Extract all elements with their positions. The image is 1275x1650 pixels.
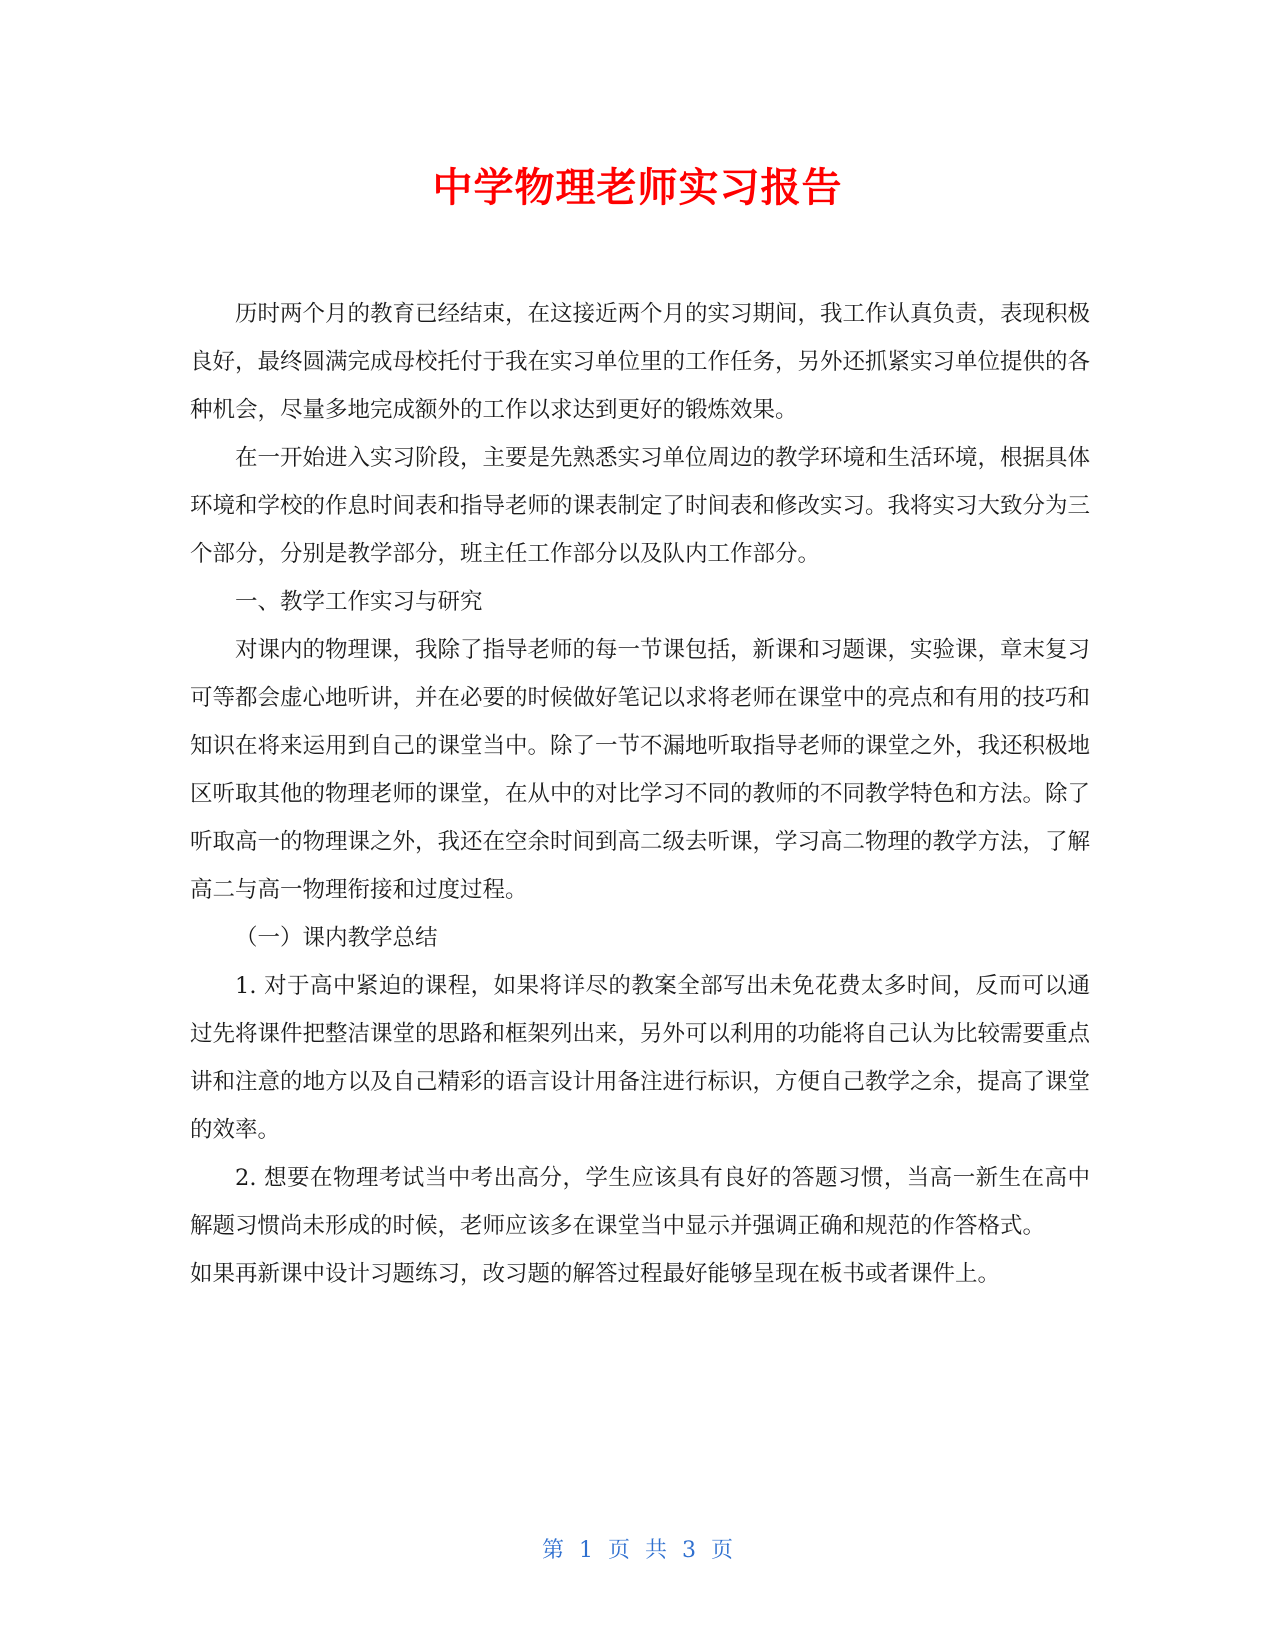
paragraph-point-1: 1. 对于高中紧迫的课程，如果将详尽的教案全部写出未免花费太多时间，反而可以通过先将课件把整洁课堂的思路和框架列出来，另外可以利用的功能将自己认为比较需要重点讲和注意的地方以及自己精彩的语言设计用备注进行标识，方便自己教学之余，提高了课堂的效率。	[190, 973, 1091, 1143]
page-title: 中学物理老师实习报告	[432, 165, 843, 211]
paragraph-point-2: 2. 想要在物理考试当中考出高分，学生应该具有良好的答题习惯，当高一新生在高中解题习惯尚未形成的时候，老师应该多在课堂当中显示并强调正确和规范的作答格式。	[190, 1165, 1090, 1239]
paragraph-plan: 在一开始进入实习阶段，主要是先熟悉实习单位周边的教学环境和生活环境，根据具体环境和学校的作息时间表和指导老师的课表制定了时间表和修改实习。我将实习大致分为三个部分，分别是教学部分，班主任工作部分以及队内工作部分。	[190, 445, 1091, 567]
paragraph-intro: 历时两个月的教育已经结束，在这接近两个月的实习期间，我工作认真负责，表现积极良好，最终圆满完成母校托付于我在实习单位里的工作任务，另外还抓紧实习单位提供的各种机会，尽量多地完成额外的工作以求达到更好的锻炼效果。	[190, 301, 1091, 423]
section-heading-teaching: 一、教学工作实习与研究	[235, 589, 483, 615]
page-number-footer: 第 1 页 共 3 页	[542, 1538, 733, 1563]
paragraph-exercises: 如果再新课中设计习题练习，改习题的解答过程最好能够呈现在板书或者课件上。	[190, 1261, 1001, 1287]
document-body	[190, 290, 1090, 1298]
paragraph-teaching: 对课内的物理课，我除了指导老师的每一节课包括，新课和习题课，实验课，章末复习可等都会虚心地听讲，并在必要的时候做好笔记以求将老师在课堂中的亮点和有用的技巧和知识在将来运用到自己的课堂当中。除了一节不漏地听取指导老师的课堂之外，我还积极地区听取其他的物理老师的课堂，在从中的对比学习不同的教师的不同教学特色和方法。除了听取高一的物理课之外，我还在空余时间到高二级去听课，学习高二物理的教学方法，了解高二与高一物理衔接和过度过程。	[190, 637, 1091, 903]
subsection-heading-summary: （一）课内教学总结	[235, 925, 438, 951]
